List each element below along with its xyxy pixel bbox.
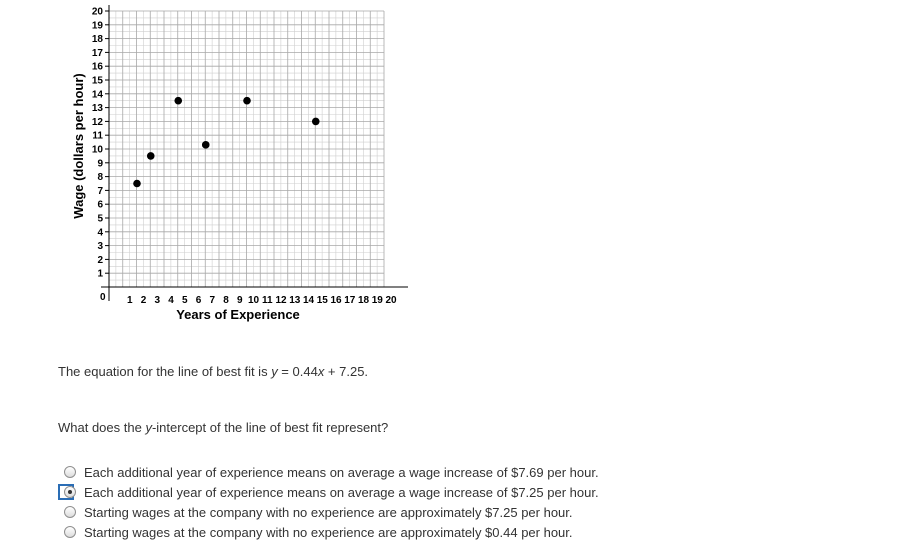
data-point xyxy=(133,180,141,188)
x-tick-label: 13 xyxy=(289,295,301,306)
answer-option-3[interactable] xyxy=(60,503,573,521)
scatter-chart xyxy=(0,0,420,330)
y-tick-label: 19 xyxy=(91,20,103,32)
x-axis-label: Years of Experience xyxy=(176,307,300,322)
y-tick-label: 6 xyxy=(97,199,103,211)
x-tick-label: 17 xyxy=(344,295,356,306)
x-tick-label: 10 xyxy=(247,295,260,306)
x-tick-label: 3 xyxy=(154,295,161,306)
x-tick-label: 19 xyxy=(371,295,383,306)
x-tick-label: 2 xyxy=(140,295,147,306)
data-point xyxy=(147,152,155,160)
data-point xyxy=(312,118,320,126)
prompt-text-end: -intercept of the line of best fit represent? xyxy=(151,420,389,435)
y-tick-label: 5 xyxy=(97,213,103,225)
y-tick-label: 18 xyxy=(91,34,103,46)
answer-option-4-label[interactable]: Starting wages at the company with no experience are approximately $0.44 per hour. xyxy=(84,524,573,540)
y-tick-label: 8 xyxy=(97,172,103,184)
y-tick-label: 14 xyxy=(91,89,103,101)
prompt-var-y: y xyxy=(145,420,152,435)
x-tick-label: 11 xyxy=(261,295,273,306)
x-tick-label: 18 xyxy=(357,295,370,306)
x-tick-labels xyxy=(127,295,397,306)
answer-option-1-label[interactable]: Each additional year of experience means on average a wage increase of $7.69 per hour. xyxy=(84,464,599,480)
equation-text-end: + 7.25. xyxy=(324,364,369,379)
y-tick-label: 15 xyxy=(91,75,103,87)
x-tick-label: 9 xyxy=(236,295,243,306)
x-tick-label: 8 xyxy=(223,295,229,306)
y-tick-label: 13 xyxy=(91,103,103,115)
y-tick-label: 10 xyxy=(91,144,103,156)
y-tick-label: 4 xyxy=(97,227,103,239)
y-tick-label: 2 xyxy=(97,254,103,266)
y-tick-label: 17 xyxy=(91,47,103,59)
equation-text xyxy=(58,364,368,379)
y-tick-label: 7 xyxy=(97,185,103,197)
answer-option-3-label[interactable]: Starting wages at the company with no experience are approximately $7.25 per hour. xyxy=(84,504,573,520)
y-axis-label: Wage (dollars per hour) xyxy=(71,73,86,219)
y-tick-label: 1 xyxy=(97,268,103,280)
data-point xyxy=(243,97,251,105)
y-tick-label: 3 xyxy=(97,241,103,253)
x-tick-label: 14 xyxy=(302,295,315,306)
chart-grid xyxy=(109,11,384,287)
y-tick-label: 16 xyxy=(91,61,103,73)
answer-option-2-label[interactable]: Each additional year of experience means on average a wage increase of $7.25 per hour. xyxy=(84,484,599,500)
prompt-text-start: What does the xyxy=(58,420,146,435)
x-tick-label: 15 xyxy=(316,295,328,306)
answer-option-2[interactable] xyxy=(60,483,599,501)
radio-button-1[interactable] xyxy=(64,466,76,478)
chart-axes xyxy=(101,5,408,301)
x-tick-label: 7 xyxy=(209,295,216,306)
answer-option-1[interactable] xyxy=(60,463,599,481)
radio-button-3[interactable] xyxy=(64,506,76,518)
equation-var-x: x xyxy=(317,364,325,379)
question-prompt xyxy=(58,420,388,435)
x-tick-label: 12 xyxy=(275,295,287,306)
y-tick-label: 11 xyxy=(92,130,103,142)
x-tick-label: 16 xyxy=(330,295,342,306)
y-tick-label: 9 xyxy=(97,158,103,170)
x-tick-label: 20 xyxy=(385,295,397,306)
y-tick-labels xyxy=(92,7,109,280)
equation-var-y: y xyxy=(271,364,278,379)
equation-text-mid: = 0.44 xyxy=(277,364,318,379)
y-tick-label: 12 xyxy=(91,116,103,128)
data-point xyxy=(174,97,182,105)
x-tick-label: 4 xyxy=(168,295,174,306)
answer-option-4[interactable] xyxy=(60,523,573,541)
radio-button-2[interactable] xyxy=(64,486,76,498)
y-tick-label: 20 xyxy=(91,6,103,18)
x-tick-label: 5 xyxy=(181,295,188,306)
data-point xyxy=(202,141,210,149)
radio-button-4[interactable] xyxy=(64,526,76,538)
origin-label: 0 xyxy=(100,292,106,303)
x-tick-label: 6 xyxy=(195,295,202,306)
equation-text-start: The equation for the line of best fit is xyxy=(58,364,272,379)
x-tick-label: 1 xyxy=(126,295,133,306)
